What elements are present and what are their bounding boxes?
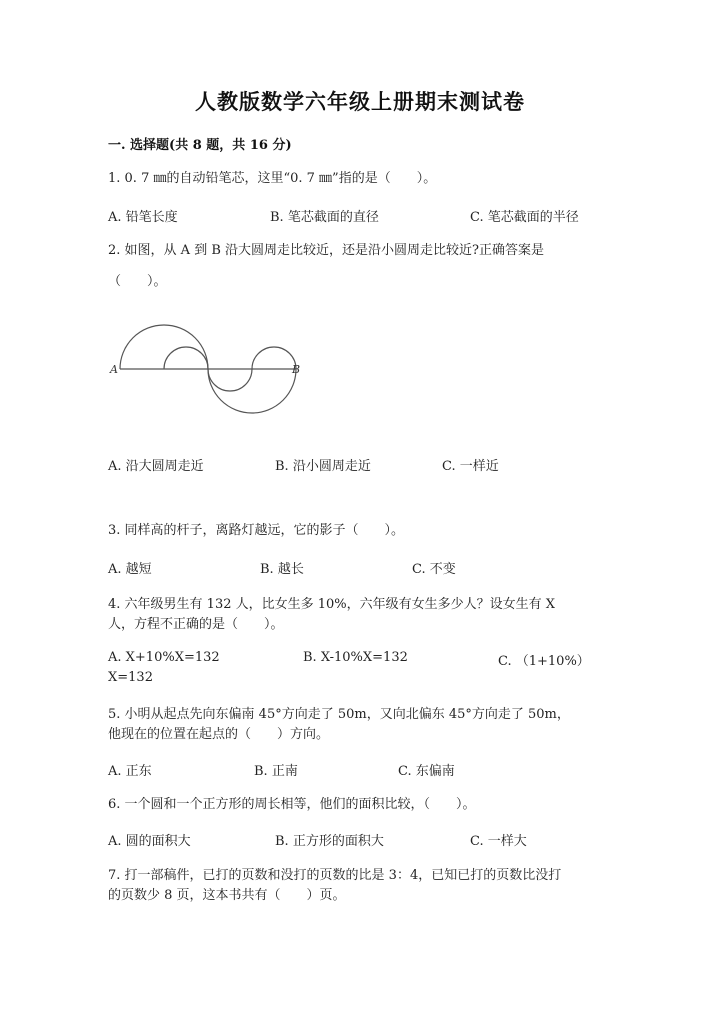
large-semicircle-upper (120, 325, 208, 369)
question-2-option-b: B. 沿小圆周走近 (275, 459, 371, 474)
small-semicircle-1 (164, 347, 208, 369)
question-6-text: 6. 一个圆和一个正方形的周长相等，他们的面积比较，（ ）。 (108, 797, 476, 812)
question-6-option-c: C. 一样大 (470, 834, 527, 849)
question-7-text-line-1: 7. 打一部稿件，已打的页数和没打的页数的比是 3：4，已知已打的页数比没打 (108, 868, 562, 883)
question-1-option-a: A. 铅笔长度 (108, 210, 178, 225)
large-semicircle-lower (208, 369, 296, 413)
question-5-option-c: C. 东偏南 (398, 764, 455, 779)
question-3-option-a: A. 越短 (108, 562, 152, 577)
question-4-option-a: A. X+10%X=132 (108, 650, 220, 665)
question-1-text: 1. 0. 7 ㎜的自动铅笔芯，这里“0. 7 ㎜”指的是（ ）。 (108, 171, 437, 186)
question-5-text-line-1: 5. 小明从起点先向东偏南 45°方向走了 50m，又向北偏东 45°方向走了 50m， (108, 707, 570, 722)
question-4-option-b: B. X-10%X=132 (303, 650, 408, 665)
question-5-text-line-2: 他现在的位置在起点的（ ）方向。 (108, 727, 330, 742)
question-3-text: 3. 同样高的杆子，离路灯越远，它的影子（ ）。 (108, 523, 405, 538)
question-2-text-line-1: 2. 如图，从 A 到 B 沿大圆周走比较近，还是沿小圆周走比较近?正确答案是 (108, 243, 544, 258)
question-6-option-a: A. 圆的面积大 (108, 834, 191, 849)
label-b: B (292, 363, 301, 376)
page-title: 人教版数学六年级上册期末测试卷 (195, 89, 525, 114)
question-4-text-line-2: 人，方程不正确的是（ ）。 (108, 617, 284, 632)
question-2-option-a: A. 沿大圆周走近 (108, 459, 204, 474)
question-7-text-line-2: 的页数少 8 页，这本书共有（ ）页。 (108, 888, 346, 903)
section-heading: 一. 选择题(共 8 题，共 16 分) (108, 138, 292, 153)
label-a: A (110, 363, 118, 376)
question-3-option-c: C. 不变 (412, 562, 456, 577)
question-4-option-c-continued: X=132 (108, 670, 153, 685)
question-4-text-line-1: 4. 六年级男生有 132 人，比女生多 10%，六年级有女生多少人？设女生有 X (108, 597, 556, 612)
question-5-option-a: A. 正东 (108, 764, 152, 779)
question-2-option-c: C. 一样近 (442, 459, 499, 474)
question-1-option-c: C. 笔芯截面的半径 (470, 210, 579, 225)
question-1-option-b: B. 笔芯截面的直径 (270, 210, 379, 225)
question-4-option-c: C. （1+10%） (498, 654, 590, 669)
question-2-text-line-2: （ ）。 (108, 274, 167, 289)
question-6-option-b: B. 正方形的面积大 (275, 834, 384, 849)
question-3-option-b: B. 越长 (260, 562, 304, 577)
question-5-option-b: B. 正南 (254, 764, 298, 779)
small-semicircle-3 (252, 347, 296, 369)
small-semicircle-2 (208, 369, 252, 391)
circle-path-figure (108, 318, 308, 418)
